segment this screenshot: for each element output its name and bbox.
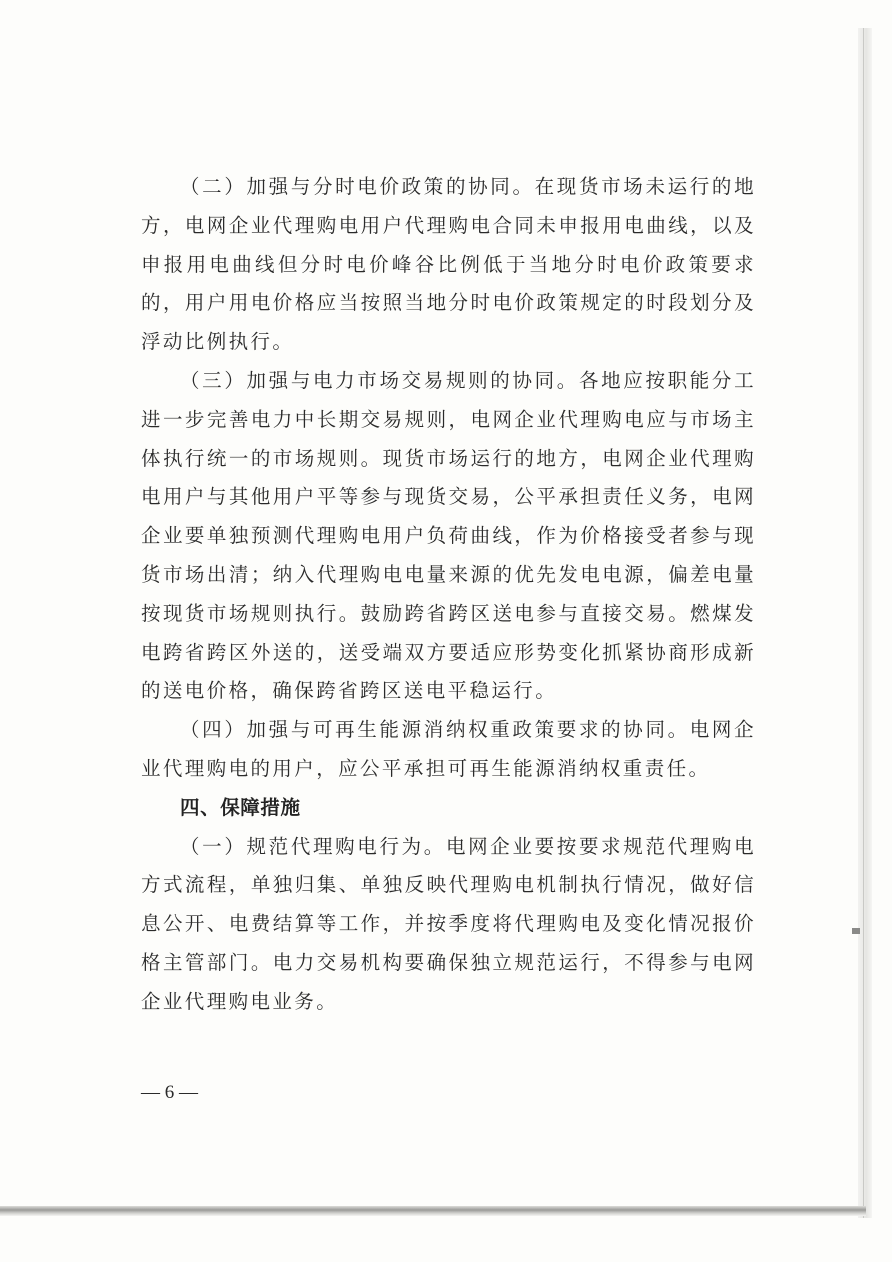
- paragraph-market-trading-rules: （三）加强与电力市场交易规则的协同。各地应按职能分工进一步完善电力中长期交易规则，电网企业代理购电应与市场主体执行统一的市场规则。现货市场运行的地方，电网企业代理购电用户与其他用户平等参与现货交易，公平承担责任义务，电网企业要单独预测代理购电用户负荷曲线，作为价格接受者参与现货市场出清；纳入代理购电电量来源的优先发电电源，偏差电量按现货市场规则执行。鼓励跨省跨区送电参与直接交易。燃煤发电跨省跨区外送的，送受端双方要适应形势变化抓紧协商形成新的送电价格，确保跨省跨区送电平稳运行。: [141, 368, 756, 703]
- paragraph-renewable-consumption: （四）加强与可再生能源消纳权重政策要求的协同。电网企业代理购电的用户，应公平承担可再生能源消纳权重责任。: [141, 718, 756, 780]
- section-heading-safeguards: 四、保障措施: [180, 795, 301, 819]
- scan-bottom-edge: [0, 1206, 866, 1216]
- page-number: — 6 —: [141, 1082, 198, 1103]
- scan-speck-mark: [852, 928, 860, 934]
- paragraph-peak-valley-pricing: （二）加强与分时电价政策的协同。在现货市场未运行的地方，电网企业代理购电用户代理购电合同未申报用电曲线，以及申报用电曲线但分时电价峰谷比例低于当地分时电价政策要求的，用户用电价格应当按照当地分时电价政策规定的时段划分及浮动比例执行。: [141, 175, 756, 354]
- document-body: [141, 168, 756, 1022]
- paragraph-regulate-agency-purchase: （一）规范代理购电行为。电网企业要按要求规范代理购电方式流程，单独归集、单独反映代理购电机制执行情况，做好信息公开、电费结算等工作，并按季度将代理购电及变化情况报价格主管部门。电力交易机构要确保独立规范运行，不得参与电网企业代理购电业务。: [141, 834, 756, 1013]
- scan-page-edge: [858, 28, 872, 1218]
